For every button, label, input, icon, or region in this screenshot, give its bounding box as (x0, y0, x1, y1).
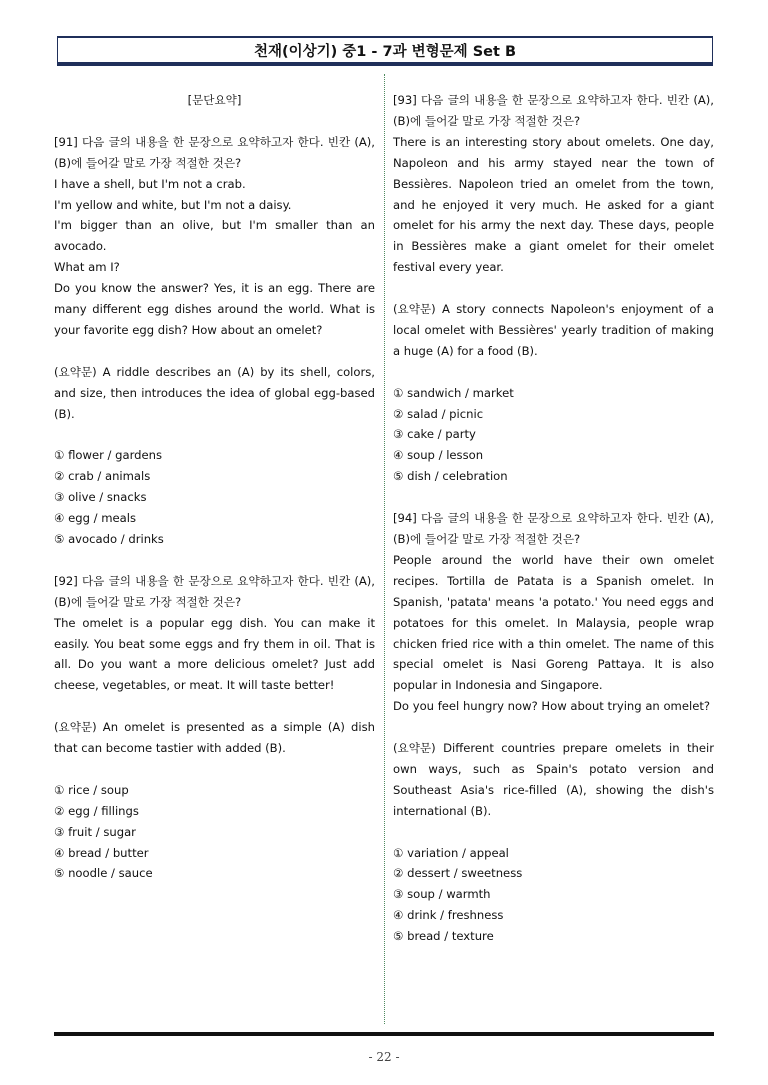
answer-option[interactable]: ③ soup / warmth (393, 887, 491, 902)
answer-option[interactable]: ① flower / gardens (54, 448, 163, 463)
summary-sentence: (요약문) Different countries prepare omelets in their own ways, such as Spain's potato version and Southeast Asia's rice-filled (A), showing the dish's international (B). (393, 741, 714, 818)
answer-option[interactable]: ② dessert / sweetness (393, 866, 523, 881)
answer-option[interactable]: ③ fruit / sugar (54, 824, 136, 839)
summary-sentence: (요약문) A riddle describes an (A) by its shell, colors, and size, then introduces the idea of global egg-based (B). (54, 364, 375, 421)
question-prompt: [94] 다음 글의 내용을 한 문장으로 요약하고자 한다. 빈칸 (A), (B)에 들어갈 말로 가장 적절한 것은? (393, 511, 714, 546)
passage-line: I have a shell, but I'm not a crab. (54, 176, 246, 191)
answer-option[interactable]: ① sandwich / market (393, 385, 514, 400)
answer-option[interactable]: ② crab / animals (54, 469, 151, 484)
answer-option[interactable]: ② salad / picnic (393, 406, 484, 421)
passage-line: People around the world have their own omelet recipes. Tortilla de Patata is a Spanish omelet. In Spanish, 'patata' means 'a potato.' You need eggs and potatoes for this omelet. In Malaysia, people wrap chicken fried rice with a thin omelet. The name of this special omelet is Nasi Goreng Pattaya. It is also popular in Indonesia and Singapore. (393, 552, 714, 693)
summary-sentence: (요약문) A story connects Napoleon's enjoyment of a local omelet with Bessières' yearly tradition of making a huge (A) for a food (B). (393, 302, 714, 358)
answer-option[interactable]: ③ olive / snacks (54, 490, 147, 505)
question-93 (393, 90, 714, 487)
right-column (393, 90, 714, 947)
passage-line: Do you feel hungry now? How about trying an omelet? (393, 699, 711, 714)
passage-line: I'm yellow and white, but I'm not a daisy. (54, 197, 292, 212)
left-column (54, 90, 375, 884)
summary-sentence: (요약문) An omelet is presented as a simple (A) dish that can become tastier with added (B). (54, 720, 375, 756)
footer-rule (54, 1032, 714, 1036)
answer-option[interactable]: ⑤ dish / celebration (393, 469, 508, 484)
passage-line: Do you know the answer? Yes, it is an egg. There are many different egg dishes around the world. What is your favorite egg dish? How about an omelet? (54, 281, 375, 337)
question-prompt: [92] 다음 글의 내용을 한 문장으로 요약하고자 한다. 빈칸 (A), (B)에 들어갈 말로 가장 적절한 것은? (54, 573, 375, 609)
passage-line: The omelet is a popular egg dish. You can make it easily. You beat some eggs and fry them in oil. That is all. Do you want a more delicious omelet? Just add cheese, vegetables, or meat. It will taste better! (54, 615, 375, 693)
answer-option[interactable]: ④ bread / butter (54, 845, 149, 860)
answer-option[interactable]: ④ soup / lesson (393, 448, 484, 463)
section-label: [문단요약] (187, 93, 242, 107)
answer-option[interactable]: ⑤ noodle / sauce (54, 866, 153, 881)
answer-option[interactable]: ④ egg / meals (54, 511, 136, 526)
answer-option[interactable]: ③ cake / party (393, 427, 476, 442)
page-title-text: 천재(이상기) 중1 - 7과 변형문제 Set B (253, 43, 517, 60)
page-title (57, 36, 713, 66)
column-divider (384, 74, 385, 1024)
answer-option[interactable]: ② egg / fillings (54, 803, 139, 818)
page-number: - 22 - (368, 1050, 400, 1064)
answer-option[interactable]: ④ drink / freshness (393, 908, 504, 923)
passage-line: I'm bigger than an olive, but I'm smaller than an avocado. (54, 218, 375, 254)
answer-option[interactable]: ⑤ avocado / drinks (54, 531, 164, 546)
question-prompt: [91] 다음 글의 내용을 한 문장으로 요약하고자 한다. 빈칸 (A), (B)에 들어갈 말로 가장 적절한 것은? (54, 134, 375, 170)
passage-line: What am I? (54, 260, 120, 275)
passage-line: There is an interesting story about omelets. One day, Napoleon and his army stayed near the town of Bessières. Napoleon tried an omelet from the town, and he enjoyed it very much. He asked for a giant omelet for his army the next day. These days, people in Bessières make a giant omelet for their omelet festival every year. (393, 134, 714, 275)
answer-option[interactable]: ⑤ bread / texture (393, 929, 494, 944)
question-prompt: [93] 다음 글의 내용을 한 문장으로 요약하고자 한다. 빈칸 (A), (B)에 들어갈 말로 가장 적절한 것은? (393, 93, 714, 128)
question-91 (54, 132, 375, 550)
question-92 (54, 571, 375, 885)
answer-option[interactable]: ① variation / appeal (393, 845, 509, 860)
question-94 (393, 508, 714, 947)
answer-option[interactable]: ① rice / soup (54, 782, 129, 797)
